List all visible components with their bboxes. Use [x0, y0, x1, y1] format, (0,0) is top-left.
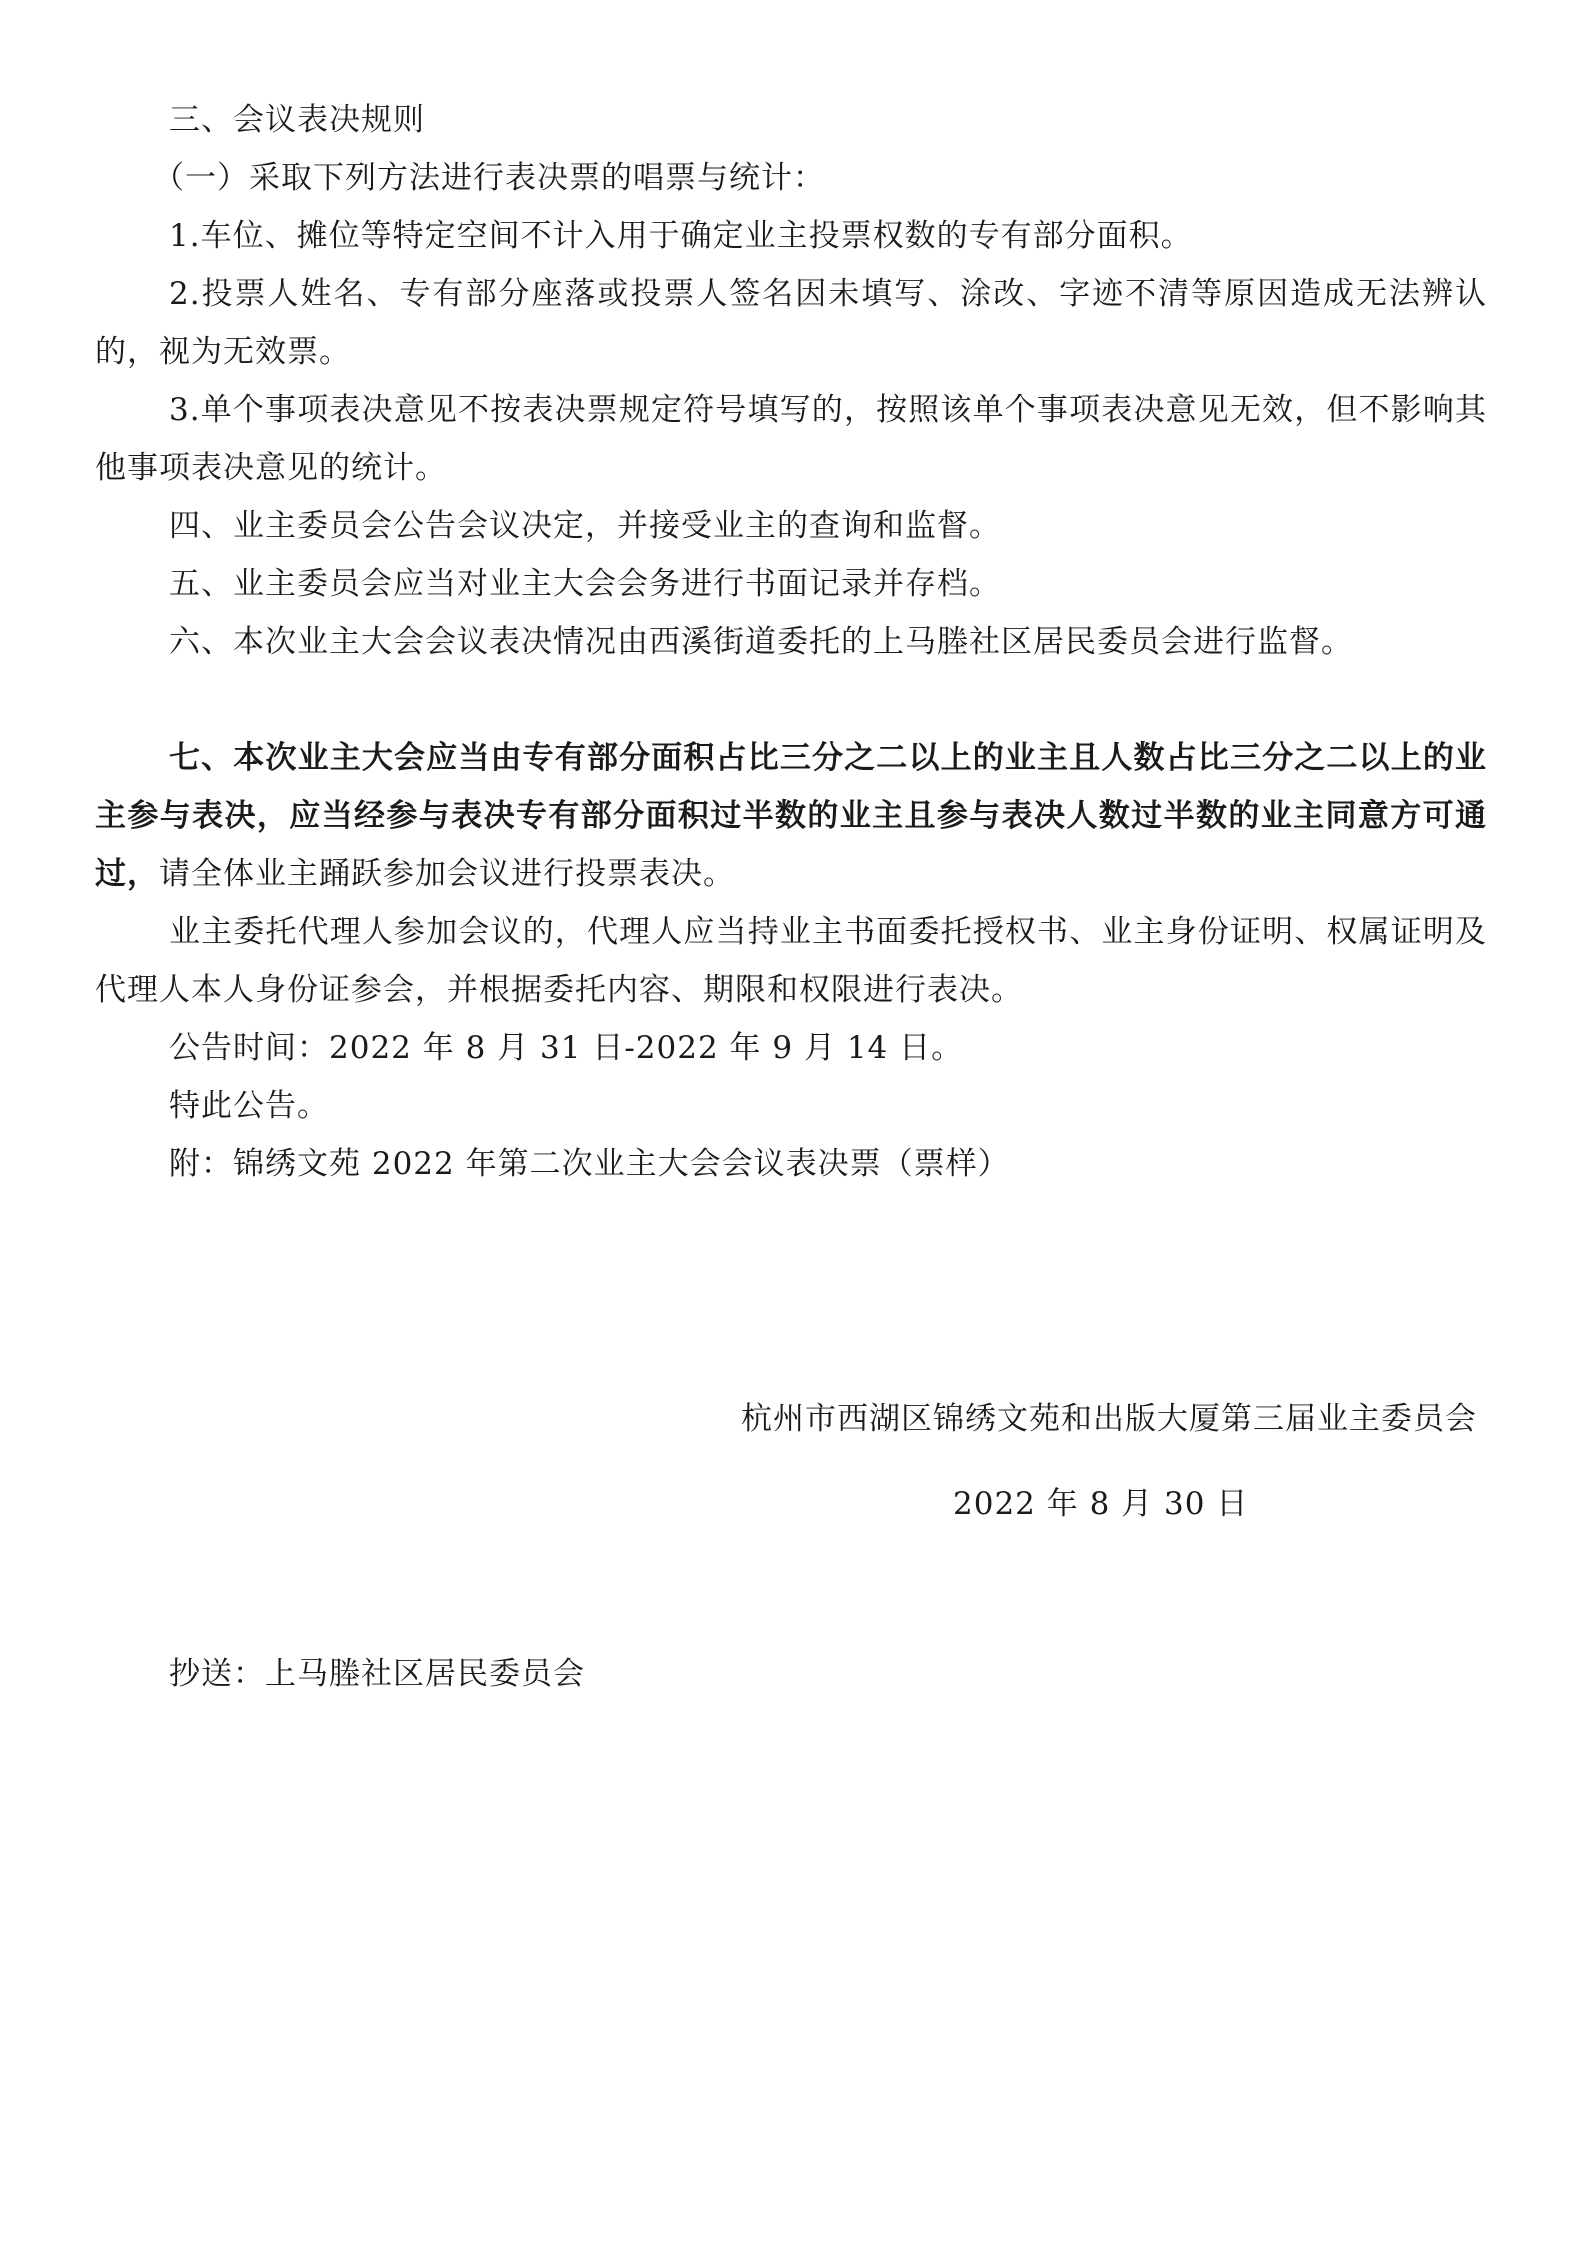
- paragraph-rule-2: 2.投票人姓名、专有部分座落或投票人签名因未填写、涂改、字迹不清等原因造成无法辨认的，视为无效票。: [95, 276, 1487, 370]
- paragraph-rule-1: 1.车位、摊位等特定空间不计入用于确定业主投票权数的专有部分面积。: [169, 218, 1193, 254]
- paragraph-section-5: 五、业主委员会应当对业主大会会务进行书面记录并存档。: [169, 566, 1001, 602]
- cc-line: 抄送：上马塍社区居民委员会: [169, 1656, 585, 1692]
- paragraph-hereby-notice: 特此公告。: [169, 1088, 329, 1124]
- paragraph-counting-method: （一）采取下列方法进行表决票的唱票与统计：: [153, 160, 825, 196]
- paragraph-notice-period: 公告时间：2022 年 8 月 31 日-2022 年 9 月 14 日。: [169, 1030, 964, 1066]
- paragraph-section-6: 六、本次业主大会会议表决情况由西溪街道委托的上马塍社区居民委员会进行监督。: [169, 624, 1353, 660]
- paragraph-section-7: [95, 729, 1487, 903]
- signature-date: 2022 年 8 月 30 日: [953, 1486, 1249, 1522]
- signature-organization: 杭州市西湖区锦绣文苑和出版大厦第三届业主委员会: [741, 1401, 1477, 1437]
- section-7-normal-text: 请全体业主踊跃参加会议进行投票表决。: [159, 856, 735, 892]
- paragraph-rule-3: 3.单个事项表决意见不按表决票规定符号填写的，按照该单个事项表决意见无效，但不影响其他事项表决意见的统计。: [95, 392, 1487, 486]
- paragraph-voting-rules-heading: 三、会议表决规则: [169, 102, 425, 138]
- paragraph-attachment: 附：锦绣文苑 2022 年第二次业主大会会议表决票（票样）: [169, 1146, 1010, 1182]
- paragraph-section-4: 四、业主委员会公告会议决定，并接受业主的查询和监督。: [169, 508, 1001, 544]
- section-7-bold-text: 七、本次业主大会应当由专有部分面积占比三分之二以上的业主且人数占比三分之二以上的业主参与表决，应当经参与表决专有部分面积过半数的业主且参与表决人数过半数的业主同意方可通过，: [95, 740, 1487, 892]
- paragraph-proxy-rules: 业主委托代理人参加会议的，代理人应当持业主书面委托授权书、业主身份证明、权属证明及代理人本人身份证参会，并根据委托内容、期限和权限进行表决。: [95, 914, 1487, 1008]
